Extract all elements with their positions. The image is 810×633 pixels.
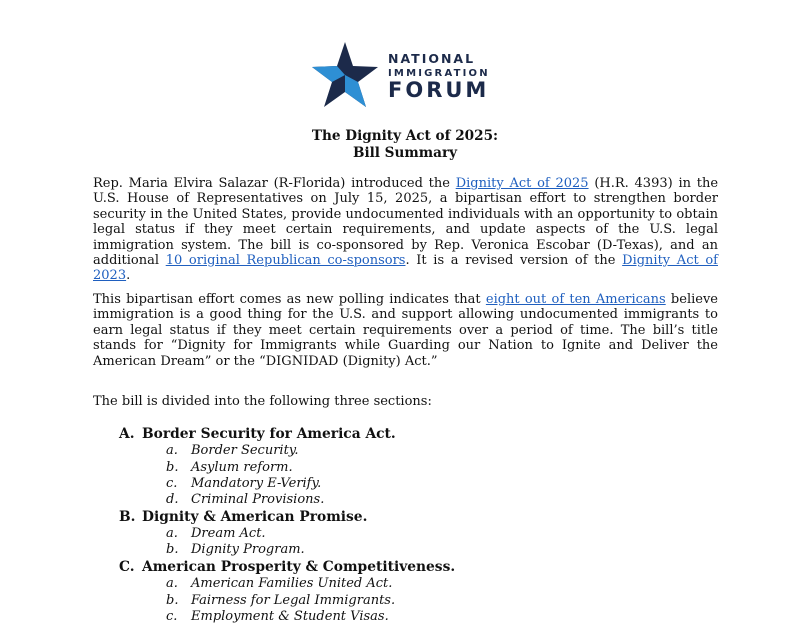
logo bbox=[310, 40, 490, 110]
dignity-act-2023-link[interactable]: Dignity Act of 2023 bbox=[93, 253, 718, 284]
item-letter: b. bbox=[166, 460, 179, 475]
item-letter: d. bbox=[166, 492, 179, 507]
section-letter: B. bbox=[119, 509, 136, 525]
section-heading bbox=[119, 426, 396, 442]
intro-paragraph bbox=[93, 176, 718, 284]
dignity-act-2025-link[interactable]: Dignity Act of 2025 bbox=[455, 176, 589, 191]
sections-intro: The bill is divided into the following three sections: bbox=[93, 394, 432, 409]
star-icon bbox=[310, 40, 380, 110]
item-text: Asylum reform. bbox=[191, 460, 293, 475]
section-title: Dignity & American Promise. bbox=[142, 509, 368, 525]
logo-line-2: IMMIGRATION bbox=[388, 67, 490, 79]
item-text: Mandatory E-Verify. bbox=[191, 476, 322, 491]
item-text: Border Security. bbox=[191, 443, 299, 458]
title-line-2: Bill Summary bbox=[352, 145, 458, 161]
polling-paragraph bbox=[93, 292, 718, 369]
list-item bbox=[166, 593, 395, 608]
item-text: American Families United Act. bbox=[191, 576, 393, 591]
logo-line-3: FORUM bbox=[388, 77, 490, 102]
section-title: Border Security for America Act. bbox=[142, 426, 396, 442]
list-item bbox=[166, 609, 389, 624]
logo-line-1: NATIONAL bbox=[388, 51, 476, 66]
para1-text-1: Rep. Maria Elvira Salazar (R-Florida) introduced the bbox=[93, 176, 456, 191]
section-heading bbox=[119, 559, 455, 575]
list-item bbox=[166, 492, 324, 507]
section-heading bbox=[119, 509, 367, 525]
para1-text-4: . bbox=[126, 268, 131, 284]
section-letter: A. bbox=[119, 426, 135, 442]
para2-text-1: This bipartisan effort comes as new polling indicates that bbox=[93, 292, 486, 307]
cosponsors-link[interactable]: 10 original Republican co-sponsors bbox=[165, 253, 406, 269]
document-title bbox=[0, 128, 810, 162]
item-letter: a. bbox=[166, 443, 178, 458]
item-text: Criminal Provisions. bbox=[191, 492, 325, 507]
para1-text-3: . It is a revised version of the bbox=[405, 253, 623, 269]
title-line-1: The Dignity Act of 2025: bbox=[311, 128, 499, 144]
list-item bbox=[166, 542, 305, 557]
list-item bbox=[166, 526, 266, 541]
item-letter: a. bbox=[166, 526, 178, 541]
item-letter: b. bbox=[166, 542, 179, 557]
item-text: Employment & Student Visas. bbox=[191, 609, 389, 624]
para1-text-2: (H.R. 4393) in the U.S. House of Representatives on July 15, 2025, a bipartisan effort to strengthen border security in the United States, provide undocumented individuals with an opportunity to obtain legal status if they meet certain requirements, and update aspects of the U.S. legal immigration system. The bill is co-sponsored by Rep. Veronica Escobar (D-Texas), and an additional bbox=[93, 176, 719, 269]
list-item bbox=[166, 460, 293, 475]
item-letter: a. bbox=[166, 576, 178, 591]
list-item bbox=[166, 476, 321, 491]
list-item bbox=[166, 443, 299, 458]
list-item bbox=[166, 576, 392, 591]
section-title: American Prosperity & Competitiveness. bbox=[142, 559, 456, 575]
para2-text-2: believe immigration is a good thing for the U.S. and support allowing undocumented immigrants to earn legal status if they meet certain requirements over a period of time. The bill’s title stands for “Dignity for Immigrants while Guarding our Nation to Ignite and Deliver the American Dream” or the “DIGNIDAD (Dignity) Act.” bbox=[93, 292, 718, 369]
item-letter: c. bbox=[166, 609, 178, 624]
item-text: Dream Act. bbox=[191, 526, 266, 541]
polling-link[interactable]: eight out of ten Americans bbox=[485, 292, 666, 307]
item-text: Fairness for Legal Immigrants. bbox=[191, 593, 396, 608]
logo-wordmark bbox=[388, 53, 490, 101]
section-letter: C. bbox=[119, 559, 135, 575]
item-letter: b. bbox=[166, 593, 179, 608]
item-text: Dignity Program. bbox=[191, 542, 305, 557]
item-letter: c. bbox=[166, 476, 178, 491]
